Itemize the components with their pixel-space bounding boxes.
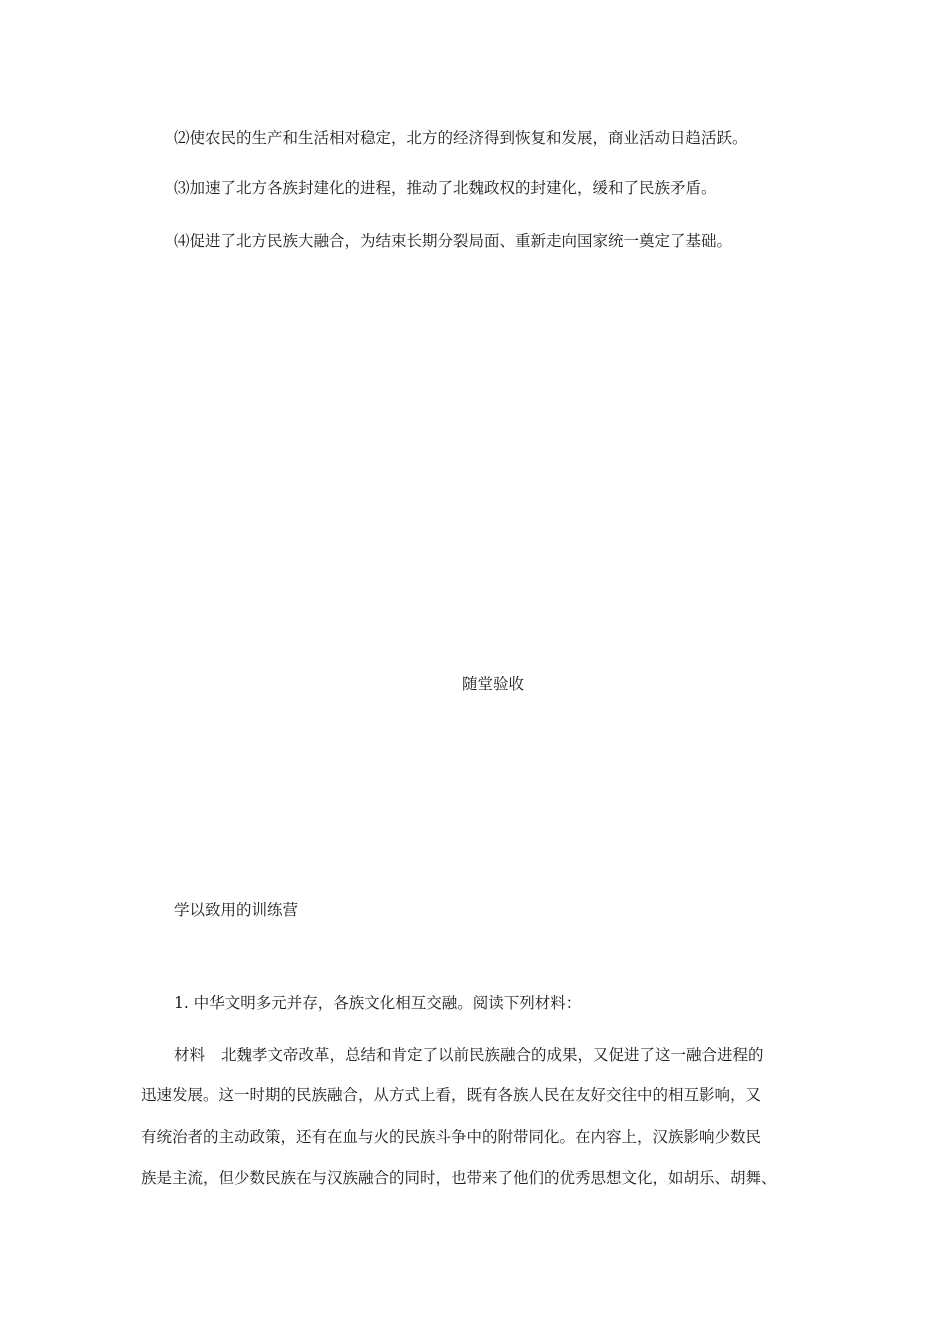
question-prompt: 1. 中华文明多元并存，各族文化相互交融。阅读下列材料：	[174, 994, 582, 1012]
list-item-3: ⑶加速了北方各族封建化的进程，推动了北魏政权的封建化，缓和了民族矛盾。	[174, 179, 717, 197]
section-subtitle: 学以致用的训练营	[174, 901, 299, 919]
material-label: 材料	[174, 1046, 206, 1064]
material-line-1: 北魏孝文帝改革，总结和肯定了以前民族融合的成果，又促进了这一融合进程的	[221, 1046, 764, 1064]
list-item-4: ⑷促进了北方民族大融合，为结束长期分裂局面、重新走向国家统一奠定了基础。	[174, 232, 733, 250]
list-item-2: ⑵使农民的生产和生活相对稳定，北方的经济得到恢复和发展，商业活动日趋活跃。	[174, 129, 748, 147]
section-title: 随堂验收	[461, 675, 524, 693]
material-line-4: 族是主流，但少数民族在与汉族融合的同时，也带来了他们的优秀思想文化，如胡乐、胡舞、	[141, 1169, 777, 1187]
material-line-2: 迅速发展。这一时期的民族融合，从方式上看，既有各族人民在友好交往中的相互影响，又	[141, 1086, 762, 1104]
material-first-line	[174, 1045, 764, 1065]
material-line-3: 有统治者的主动政策，还有在血与火的民族斗争中的附带同化。在内容上，汉族影响少数民	[141, 1128, 762, 1146]
